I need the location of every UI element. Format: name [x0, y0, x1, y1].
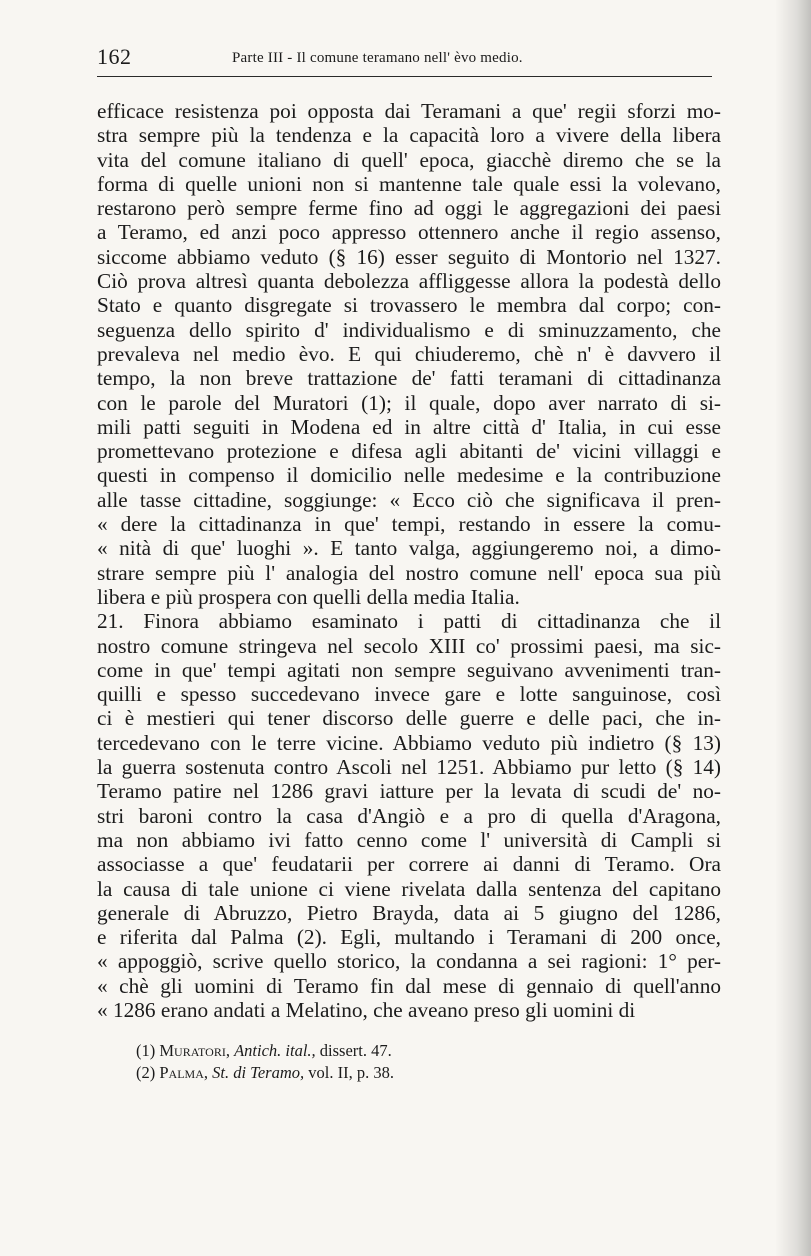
text-line: alle tasse cittadine, soggiunge: « Ecco ciò che significava il pren-: [97, 487, 721, 512]
text-line: strare sempre più l' analogia del nostro comune nell' epoca sua più: [97, 560, 721, 585]
text-line: la guerra sostenuta contro Ascoli nel 1251. Abbiamo pur letto (§ 14): [97, 755, 721, 780]
text-line: stri baroni contro la casa d'Angiò e a pro di quella d'Aragona,: [97, 803, 721, 828]
text-line: 21. Finora abbiamo esaminato i patti di cittadinanza che il: [97, 609, 721, 634]
text-line: associasse a que' feudatarii per correre ai danni di Teramo. Ora: [97, 852, 721, 877]
text-line: stra sempre più la tendenza e la capacità loro a vivere della libera: [97, 123, 721, 148]
text-line: nostro comune stringeva nel secolo XIII co' prossimi paesi, ma sic-: [97, 633, 721, 658]
text-line: ci è mestieri qui tener discorso delle guerre e delle paci, che in-: [97, 706, 721, 731]
body-text: [97, 99, 721, 1022]
page-header: [97, 44, 712, 78]
text-line: « 1286 erano andati a Melatino, che aveano preso gli uomini di: [97, 997, 636, 1022]
text-line: « dere la cittadinanza in que' tempi, restando in essere la comu-: [97, 512, 721, 537]
text-line: « chè gli uomini di Teramo fin dal mese di gennaio di quell'anno: [97, 973, 721, 998]
text-line: quilli e spesso succedevano invece gare e lotte sanguinose, così: [97, 682, 721, 707]
text-line: « appoggiò, scrive quello storico, la condanna a sei ragioni: 1° per-: [97, 949, 721, 974]
footnote-reference: vol. II, p. 38.: [308, 1063, 394, 1082]
text-line: tempo, la non breve trattazione de' fatti teramani di cittadinanza: [97, 366, 721, 391]
text-line: generale di Abruzzo, Pietro Brayda, data ai 5 giugno del 1286,: [97, 900, 721, 925]
text-line: mili patti seguiti in Modena ed in altre città d' Italia, in cui esse: [97, 414, 721, 439]
text-line: Teramo patire nel 1286 gravi iatture per la levata di scudi de' no-: [97, 779, 721, 804]
text-line: Ciò prova altresì quanta debolezza affliggesse allora la podestà dello: [97, 269, 721, 294]
text-line: promettevano protezione e difesa agli abitanti de' vicini villaggi e: [97, 439, 721, 464]
text-line: prevaleva nel medio èvo. E qui chiuderemo, chè n' è davvero il: [97, 341, 721, 366]
text-line: vita del comune italiano di quell' epoca, giacchè diremo che se la: [97, 147, 721, 172]
text-line: forma di quelle unioni non si mantenne tale quale essi la volevano,: [97, 171, 721, 196]
header-rule: [97, 76, 712, 77]
footnote-author: Muratori,: [159, 1041, 230, 1060]
text-line: tercedevano con le terre vicine. Abbiamo veduto più indietro (§ 13): [97, 730, 721, 755]
text-line: la causa di tale unione ci viene rivelata dalla sentenza del capitano: [97, 876, 721, 901]
text-line: con le parole del Muratori (1); il quale, dopo aver narrato di si-: [97, 390, 721, 415]
text-line: ma non abbiamo ivi fatto cenno come l' università di Campli si: [97, 827, 721, 852]
text-line: come in que' tempi agitati non sempre seguivano avvenimenti tran-: [97, 657, 721, 682]
footnote-marker: (1): [136, 1041, 156, 1060]
footnote-2: [136, 1062, 696, 1084]
footnote-reference: dissert. 47.: [319, 1041, 392, 1060]
text-line: questi in compenso il domicilio nelle medesime e la contribuzione: [97, 463, 721, 488]
text-line: a Teramo, ed anzi poco appresso ottennero anche il regio assenso,: [97, 220, 721, 245]
running-head: Parte III - Il comune teramano nell' èvo medio.: [232, 50, 523, 66]
text-line: libera e più prospera con quelli della media Italia.: [97, 584, 520, 609]
text-line: seguenza dello spirito d' individualismo e di sminuzzamento, che: [97, 317, 721, 342]
text-line: e riferita dal Palma (2). Egli, multando i Teramani di 200 once,: [97, 925, 721, 950]
footnote-author: Palma,: [159, 1063, 209, 1082]
text-line: efficace resistenza poi opposta dai Teramani a que' regii sforzi mo-: [97, 99, 721, 123]
footnote-work: Antich. ital.,: [234, 1041, 316, 1060]
page-edge-shadow: [775, 0, 811, 1256]
text-line: Stato e quanto disgregate si trovassero le membra dal corpo; con-: [97, 293, 721, 318]
footnotes: [136, 1040, 696, 1084]
text-line: restarono però sempre ferme fino ad oggi le aggregazioni dei paesi: [97, 196, 721, 221]
footnote-1: [136, 1040, 696, 1062]
text-line: « nità di que' luoghi ». E tanto valga, aggiungeremo noi, a dimo-: [97, 536, 721, 561]
footnote-marker: (2): [136, 1063, 156, 1082]
text-line: siccome abbiamo veduto (§ 16) esser seguito di Montorio nel 1327.: [97, 244, 721, 269]
footnote-work: St. di Teramo,: [212, 1063, 305, 1082]
page-number: 162: [97, 44, 132, 69]
